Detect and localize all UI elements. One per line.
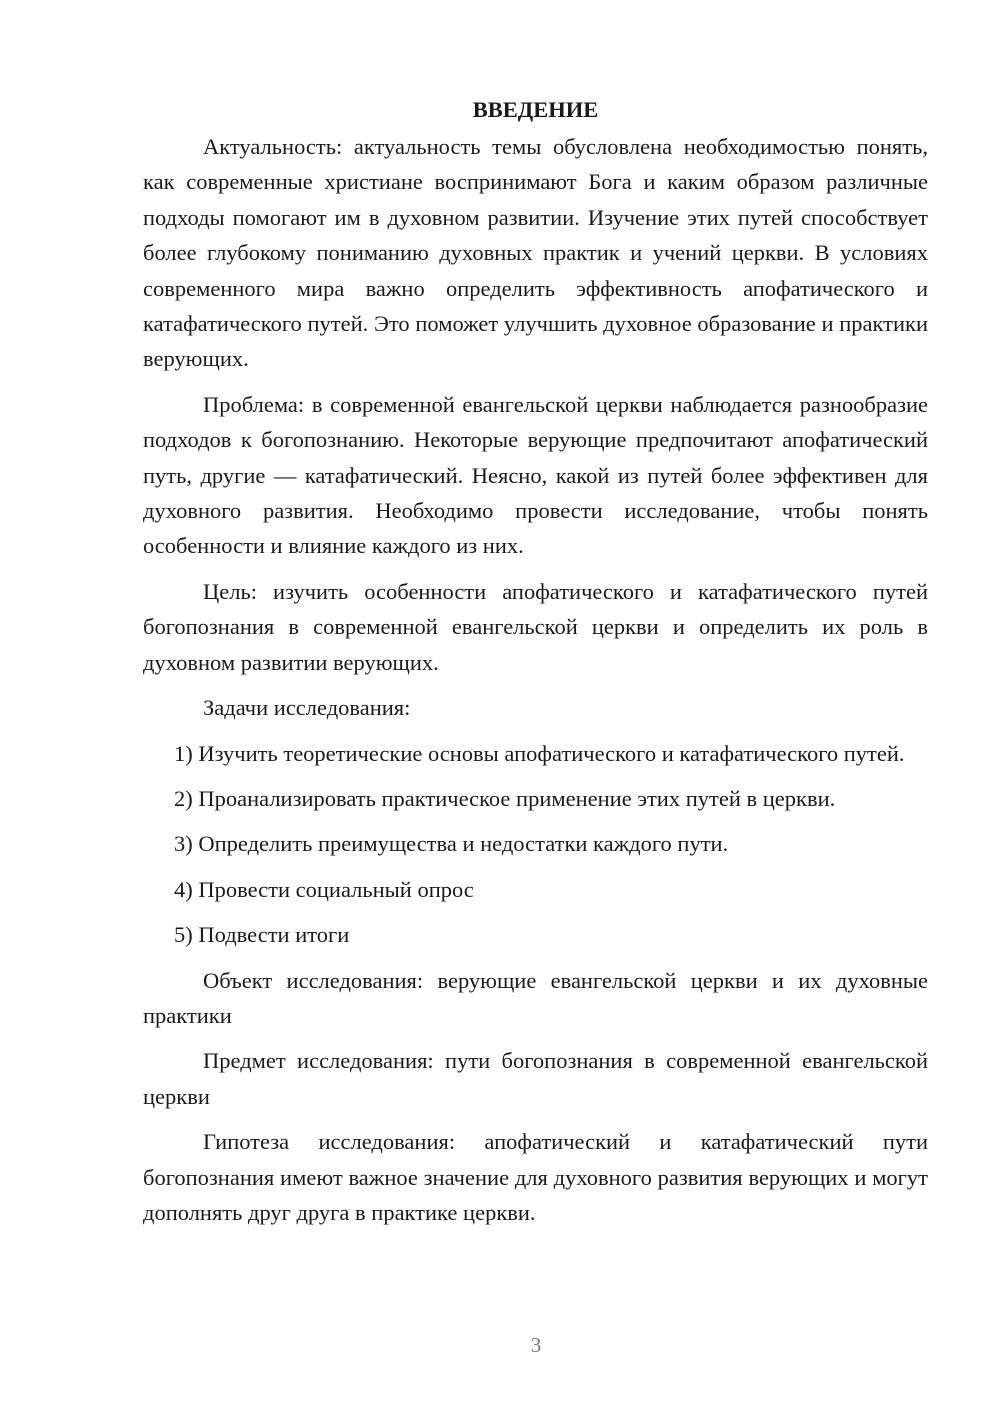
problem-paragraph: Проблема: в современной евангельской церкви наблюдается разнообразие подходов к богопознанию. Некоторые верующие предпочитают апофатический путь, другие — катафатический. Неясно, какой из путей более эффективен для духовного развития. Необходимо провести исследование, чтобы понять особенности и влияние каждого из них. (143, 391, 928, 559)
task-item: 3) Определить преимущества и недостатки каждого пути. (174, 831, 729, 857)
subject-paragraph: Предмет исследования: пути богопознания в современной евангельской церкви (143, 1048, 928, 1109)
document-page (143, 92, 928, 1240)
task-item: 1) Изучить теоретические основы апофатического и катафатического путей. (174, 740, 905, 766)
hypothesis-paragraph: Гипотеза исследования: апофатический и катафатический пути богопознания имеют важное значение для духовного развития верующих и могут дополнять друг друга в практике церкви. (143, 1129, 928, 1225)
section-title: ВВЕДЕНИЕ (472, 97, 599, 122)
goal-paragraph: Цель: изучить особенности апофатического и катафатического путей богопознания в современной евангельской церкви и определить их роль в духовном развитии верующих. (143, 578, 928, 675)
task-item: 4) Провести социальный опрос (174, 876, 474, 902)
object-paragraph: Объект исследования: верующие евангельской церкви и их духовные практики (143, 967, 928, 1028)
task-item: 2) Проанализировать практическое применение этих путей в церкви. (174, 785, 836, 811)
page-number: 3 (530, 1333, 542, 1357)
task-item: 5) Подвести итоги (174, 922, 350, 948)
relevance-paragraph: Актуальность: актуальность темы обусловлена необходимостью понять, как современные христиане воспринимают Бога и каким образом различные подходы помогают им в духовном развитии. Изучение этих путей способствует более глубокому пониманию духовных практик и учений церкви. В условиях современного мира важно определить эффективность апофатического и катафатического путей. Это поможет улучшить духовное образование и практики верующих. (143, 134, 928, 372)
tasks-heading: Задачи исследования: (203, 695, 411, 721)
